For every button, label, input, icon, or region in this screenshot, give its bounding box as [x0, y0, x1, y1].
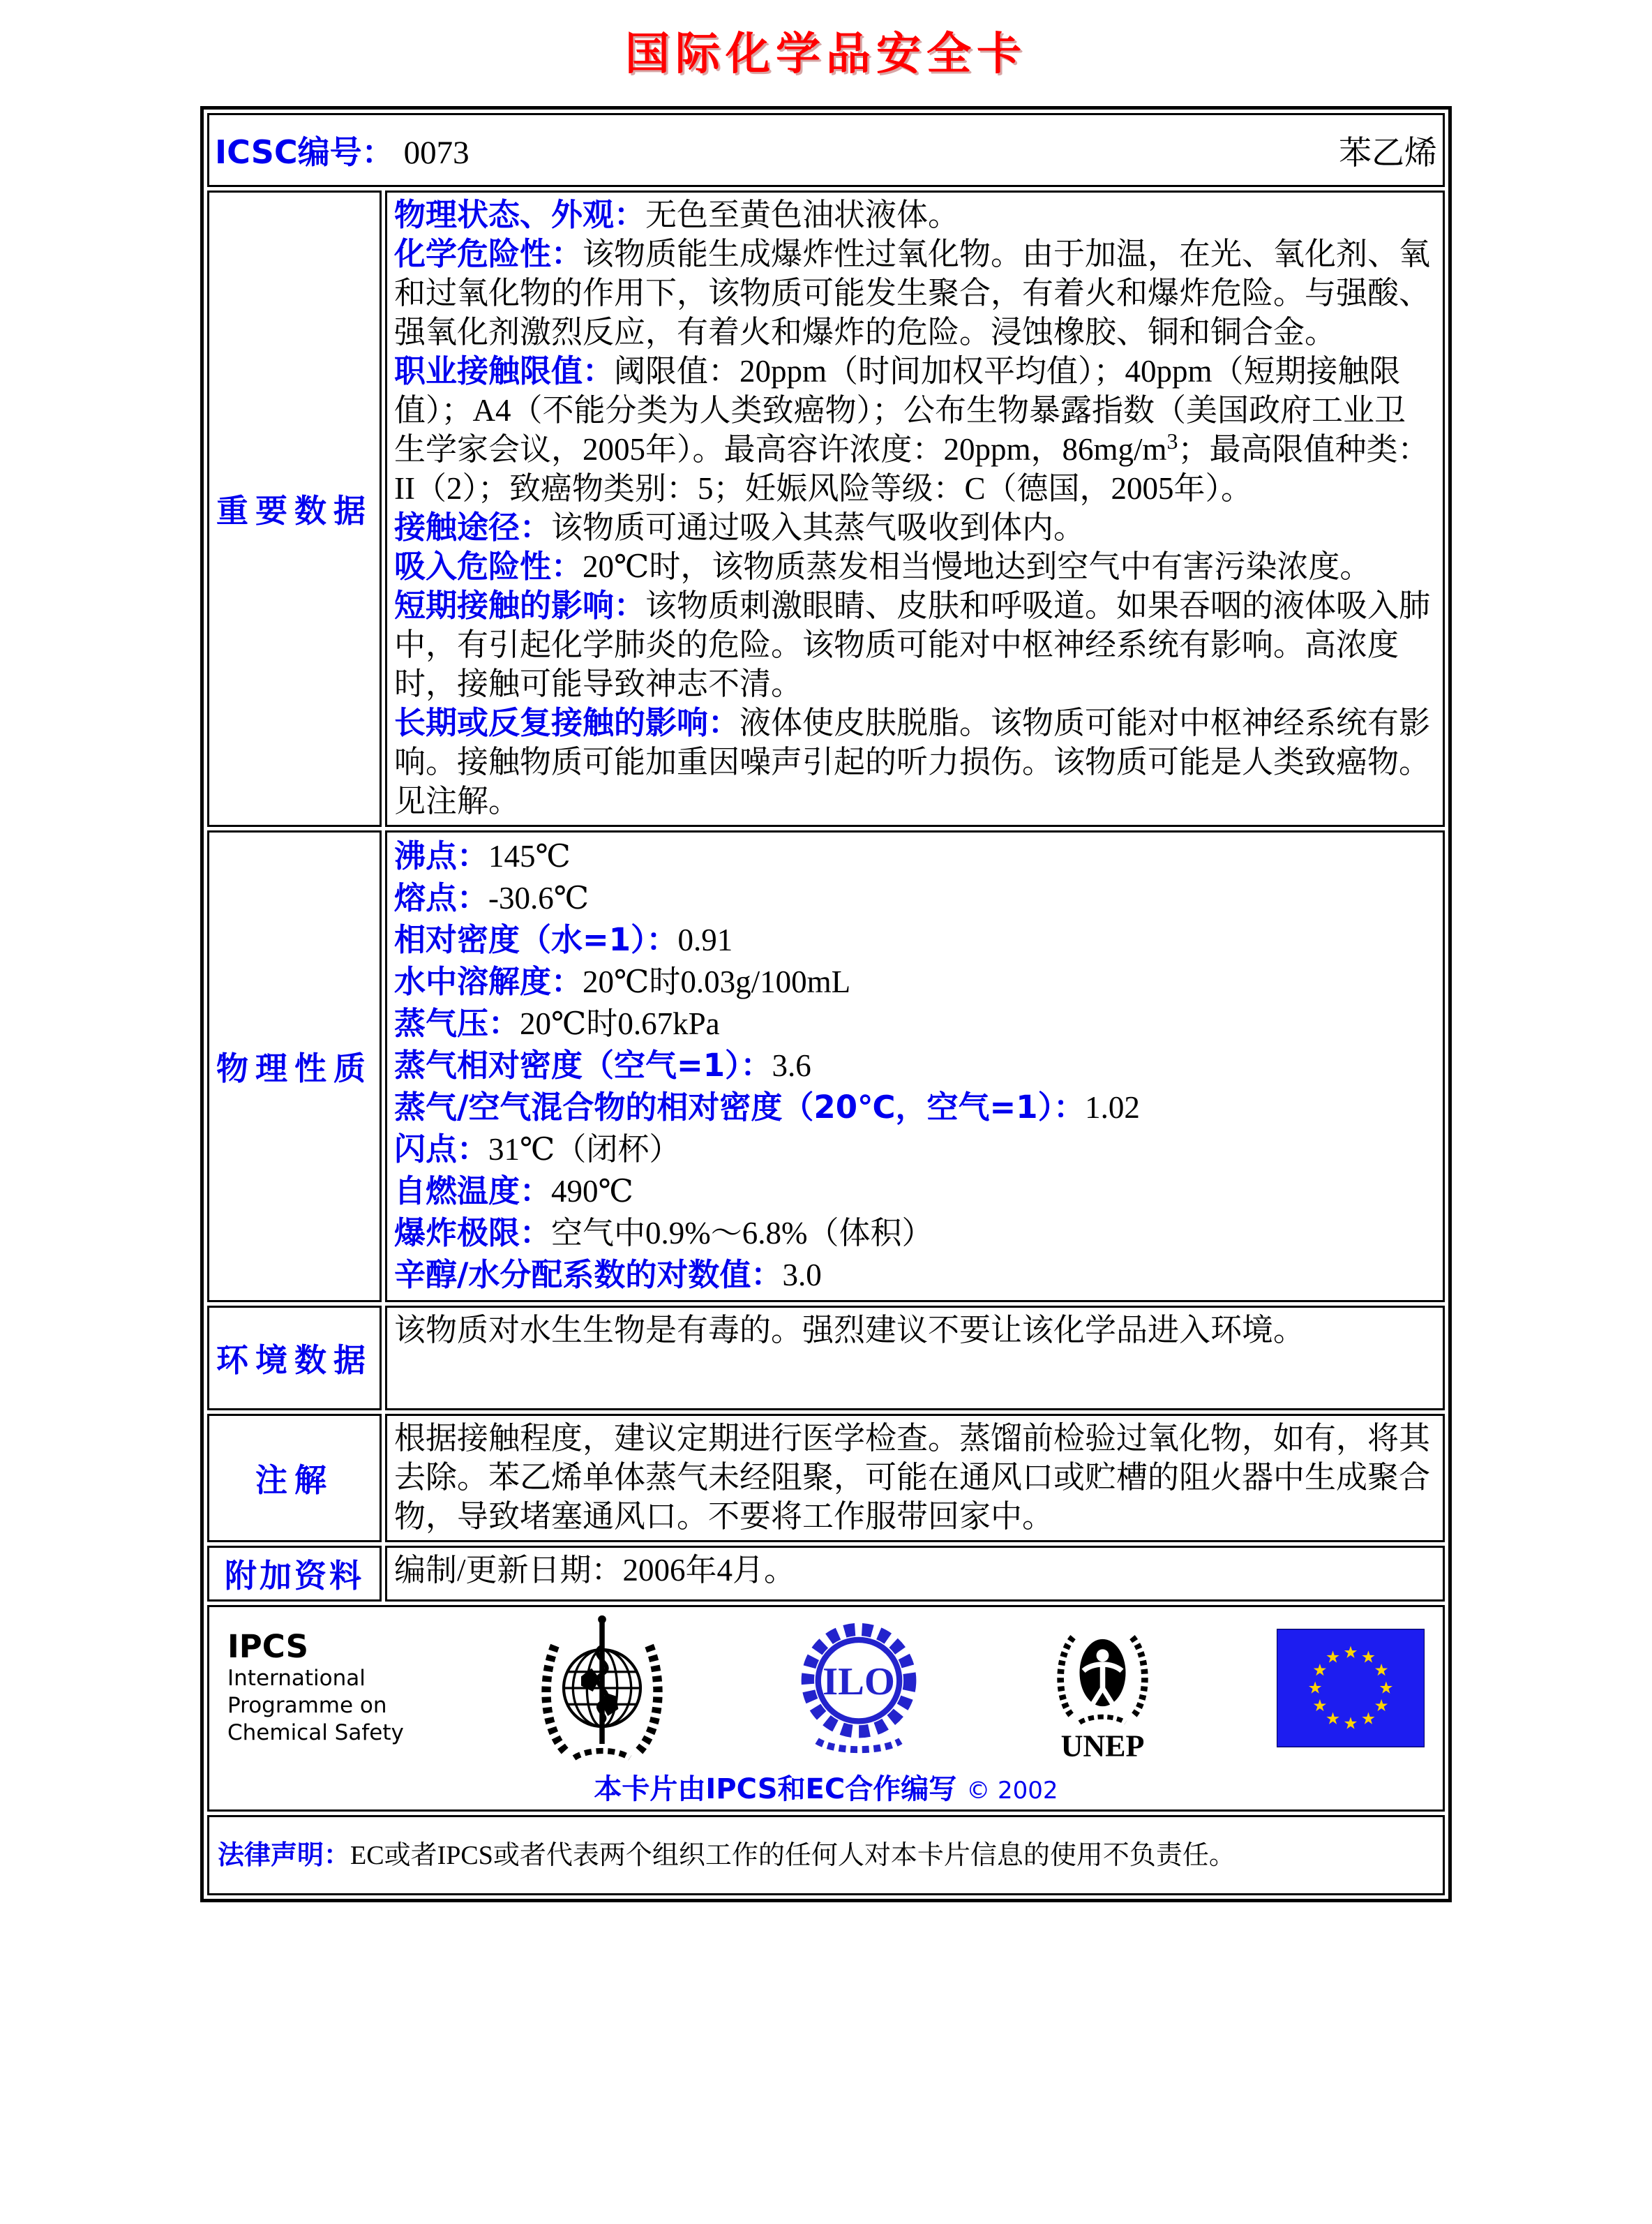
important-data-row-label: 重要数据 — [207, 191, 382, 827]
notes-row — [207, 1414, 1445, 1542]
ilo-logo-letters: ILO — [822, 1659, 895, 1703]
update-date-label: 编制/更新日期： — [394, 1553, 623, 1588]
prop-vapor-air-mixture-density: 蒸气/空气混合物的相对密度（20℃，空气=1）：1.02 — [394, 1089, 1140, 1126]
important-data-row — [207, 191, 1445, 827]
icsc-number-label: ICSC编号： — [215, 133, 394, 171]
legal-text: EC或者IPCS或者代表两个组织工作的任何人对本卡片信息的使用不负责任。 — [350, 1841, 1236, 1870]
logos-row — [207, 1605, 1445, 1812]
icsc-card-table — [200, 106, 1452, 1902]
copyright-text: © 2002 — [966, 1777, 1058, 1805]
legal-statement — [207, 1815, 1445, 1895]
prop-melting-point: 熔点：-30.6℃ — [394, 879, 590, 916]
prop-octanol-water-partition: 辛醇/水分配系数的对数值：3.0 — [394, 1256, 822, 1293]
who-logo-icon — [532, 1611, 672, 1766]
unep-logo-letters: UNEP — [1060, 1729, 1145, 1761]
environment-data-row-label: 环境数据 — [207, 1306, 382, 1410]
icsc-number-group — [215, 127, 470, 173]
important-item-short-term-effects: 短期接触的影响：该物质刺激眼睛、皮肤和呼吸道。如果吞咽的液体吸入肺中，有引起化学肺炎的危险。该物质可能对中枢神经系统有影响。高浓度时，接触可能导致神志不清。 — [394, 587, 1431, 701]
important-item-chemical-danger: 化学危险性：该物质能生成爆炸性过氧化物。由于加温，在光、氧化剂、氧和过氧化物的作用下，该物质可能发生聚合，有着火和爆炸危险。与强酸、强氧化剂激烈反应，有着火和爆炸的危险。浸蚀橡胶、铜和铜合金。 — [394, 235, 1431, 350]
prop-flash-point: 闪点：31℃（闭杯） — [394, 1130, 681, 1167]
important-item-exposure-routes: 接触途径：该物质可通过吸入其蒸气吸收到体内。 — [394, 509, 1086, 546]
notes-content: 根据接触程度，建议定期进行医学检查。蒸馏前检验过氧化物，如有，将其去除。苯乙烯单体蒸气未经阻聚，可能在通风口或贮槽的阻火器中生成聚合物，导致堵塞通风口。不要将工作服带回家中。 — [385, 1414, 1445, 1542]
logos-cell — [207, 1605, 1445, 1812]
icsc-number-value: 0073 — [403, 135, 470, 171]
additional-info-row-label: 附加资料 — [207, 1546, 382, 1602]
cooperation-caption: 本卡片由IPCS和EC合作编写 © 2002 — [594, 1773, 1058, 1805]
superscript-3: 3 — [1166, 428, 1178, 454]
prop-boiling-point: 沸点：145℃ — [394, 837, 571, 874]
legal-label: 法律声明： — [218, 1839, 351, 1870]
physical-properties-content — [385, 830, 1445, 1302]
update-date-value: 2006年4月。 — [622, 1553, 796, 1588]
ipcs-title: IPCS — [227, 1628, 308, 1665]
legal-row — [207, 1815, 1445, 1895]
important-item-long-term-effects: 长期或反复接触的影响：液体使皮肤脱脂。该物质可能对中枢神经系统有影响。接触物质可能加重因噪声引起的听力损伤。该物质可能是人类致癌物。见注解。 — [394, 704, 1431, 819]
prop-vapor-relative-density: 蒸气相对密度（空气=1）：3.6 — [394, 1047, 811, 1084]
notes-row-label: 注解 — [207, 1414, 382, 1542]
eu-flag-icon — [1277, 1629, 1425, 1747]
additional-info-content — [385, 1546, 1445, 1602]
additional-info-row — [207, 1546, 1445, 1602]
prop-water-solubility: 水中溶解度：20℃时0.03g/100mL — [394, 963, 851, 1000]
prop-relative-density: 相对密度（水=1）：0.91 — [394, 921, 733, 958]
important-item-inhalation-risk: 吸入危险性：20℃时，该物质蒸发相当慢地达到空气中有害污染浓度。 — [394, 548, 1372, 585]
header-cell — [207, 113, 1445, 187]
ilo-logo-icon — [789, 1615, 929, 1761]
physical-properties-row-label: 物理性质 — [207, 830, 382, 1302]
prop-vapor-pressure: 蒸气压：20℃时0.67kPa — [394, 1005, 720, 1042]
unep-logo-icon — [1045, 1615, 1160, 1761]
prop-autoignition-temperature: 自燃温度：490℃ — [394, 1172, 633, 1209]
important-item-appearance: 物理状态、外观：无色至黄色油状液体。 — [394, 196, 960, 233]
prop-explosion-limits: 爆炸极限：空气中0.9%～6.8%（体积） — [394, 1214, 933, 1251]
environment-data-row — [207, 1306, 1445, 1410]
environment-data-content: 该物质对水生生物是有毒的。强烈建议不要让该化学品进入环境。 — [385, 1306, 1445, 1410]
physical-properties-row — [207, 830, 1445, 1302]
document-title: 国际化学品安全卡 — [625, 29, 1027, 80]
important-data-content — [385, 191, 1445, 827]
header-row — [207, 113, 1445, 187]
important-item-occupational-limits: 职业接触限值：阈限值：20ppm（时间加权平均值）；40ppm（短期接触限值）；A4（不能分类为人类致癌物）；公布生物暴露指数（美国政府工业卫生学家会议，2005年）。最高容许浓度：20ppm，$86mg/m^3$；最高限值种类：II（2）；致癌物类别：5；妊娠风险等级：C（德国，2005年）。 — [394, 352, 1429, 506]
ipcs-text-block: IPCS International Programme on Chemical Safety — [227, 1629, 416, 1747]
chemical-name: 苯乙烯 — [1339, 135, 1437, 172]
